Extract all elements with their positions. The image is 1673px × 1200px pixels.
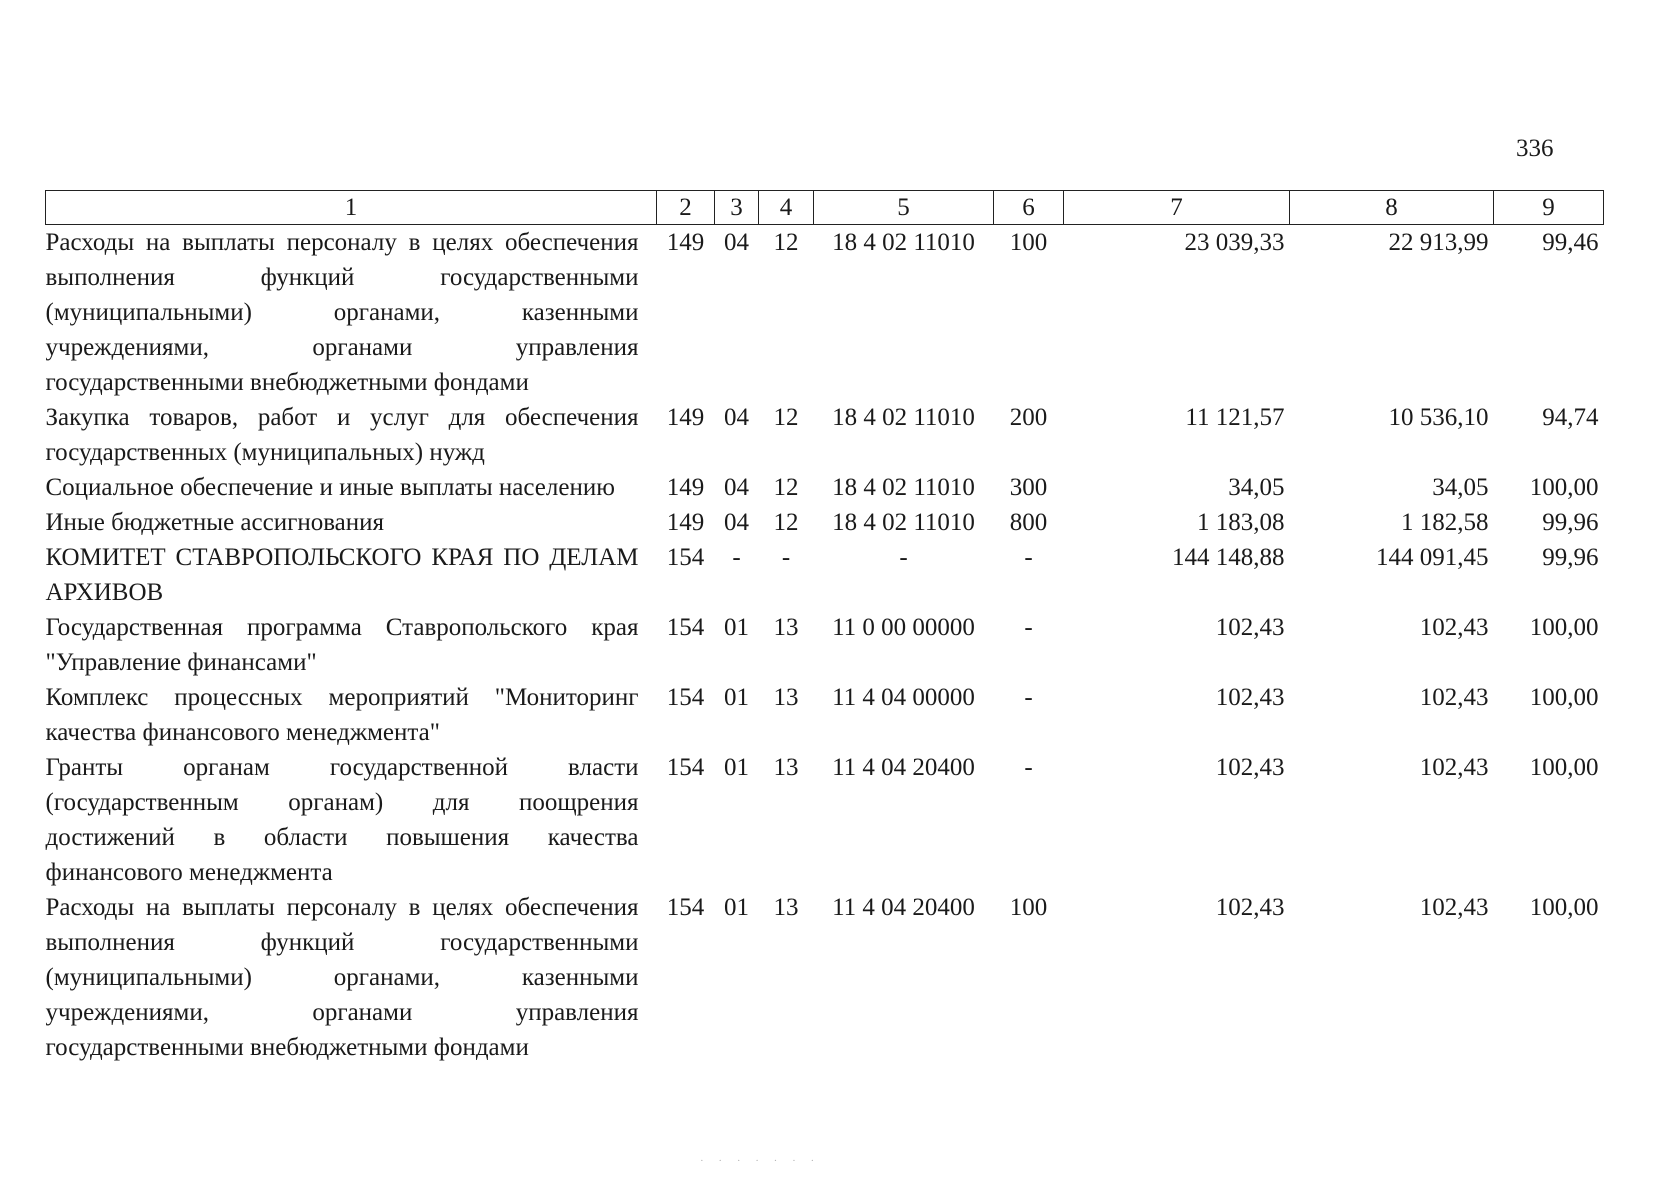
row-actual-amount: 34,05 (1432, 474, 1489, 501)
row-section-code: 01 (724, 614, 749, 641)
header-col-5: 5 (814, 191, 994, 225)
row-planned-amount: 23 039,33 (1184, 229, 1285, 256)
header-col-3: 3 (715, 191, 759, 225)
row-ministry-code: 154 (666, 544, 705, 571)
table-row (46, 610, 1604, 680)
row-ministry-code: 149 (666, 404, 705, 431)
header-col-8: 8 (1290, 191, 1494, 225)
row-planned-amount: 11 121,57 (1185, 404, 1285, 431)
row-subsection-code: 12 (773, 509, 799, 536)
row-planned-amount: 102,43 (1215, 684, 1285, 711)
table-row (46, 680, 1604, 750)
row-percent: 100,00 (1529, 474, 1599, 501)
row-planned-amount: 102,43 (1215, 894, 1285, 921)
row-target-article: 18 4 02 11010 (832, 404, 975, 431)
row-expense-type: - (1024, 544, 1033, 571)
row-expense-type: 800 (1009, 509, 1048, 536)
row-name: Государственная программа Ставропольского края "Управление финансами" (45, 614, 639, 676)
row-section-code: 04 (724, 474, 749, 501)
row-percent: 100,00 (1529, 684, 1599, 711)
row-subsection-code: 12 (773, 229, 799, 256)
row-percent: 99,46 (1542, 229, 1599, 256)
row-percent: 99,96 (1542, 544, 1599, 571)
row-expense-type: - (1024, 614, 1033, 641)
row-section-code: 01 (724, 684, 749, 711)
budget-table (45, 190, 1604, 1065)
table-row (46, 540, 1604, 610)
table-row (46, 225, 1604, 401)
table-row (46, 890, 1604, 1065)
row-actual-amount: 102,43 (1419, 894, 1489, 921)
row-subsection-code: 12 (773, 404, 799, 431)
row-name: Комплекс процессных мероприятий "Мониторинг качества финансового менеджмента" (45, 684, 639, 746)
row-planned-amount: 102,43 (1215, 614, 1285, 641)
row-target-article: 11 4 04 20400 (832, 754, 975, 781)
row-section-code: 04 (724, 509, 749, 536)
row-planned-amount: 34,05 (1228, 474, 1285, 501)
header-col-1: 1 (46, 191, 657, 225)
row-actual-amount: 10 536,10 (1388, 404, 1489, 431)
row-section-code: 01 (724, 754, 749, 781)
row-ministry-code: 149 (666, 229, 705, 256)
row-expense-type: 300 (1009, 474, 1048, 501)
table-row (46, 400, 1604, 470)
row-expense-type: 100 (1009, 229, 1048, 256)
page-number: 336 (1516, 135, 1554, 162)
row-percent: 100,00 (1529, 754, 1599, 781)
row-planned-amount: 144 148,88 (1172, 544, 1285, 571)
header-col-4: 4 (759, 191, 814, 225)
row-ministry-code: 154 (666, 754, 705, 781)
row-target-article: - (899, 544, 908, 571)
row-percent: 99,96 (1542, 509, 1599, 536)
row-ministry-code: 154 (666, 684, 705, 711)
row-expense-type: 200 (1009, 404, 1048, 431)
row-ministry-code: 149 (666, 474, 705, 501)
row-expense-type: - (1024, 684, 1033, 711)
row-target-article: 18 4 02 11010 (832, 229, 975, 256)
table-header (46, 191, 1604, 225)
row-actual-amount: 102,43 (1419, 684, 1489, 711)
row-ministry-code: 149 (666, 509, 705, 536)
row-planned-amount: 1 183,08 (1197, 509, 1285, 536)
row-actual-amount: 102,43 (1419, 754, 1489, 781)
row-name: Гранты органам государственной власти (государственным органам) для поощрения достижений в области повышения качества финансового менеджмента (45, 754, 639, 886)
row-name: Социальное обеспечение и иные выплаты населению (45, 474, 615, 501)
row-name: Расходы на выплаты персоналу в целях обеспечения выполнения функций государственными (муниципальными) органами, казенными учреждениями, органами управления государственными внебюджетными фондами (45, 894, 639, 1061)
row-planned-amount: 102,43 (1215, 754, 1285, 781)
header-col-2: 2 (657, 191, 715, 225)
header-row (46, 191, 1604, 225)
row-target-article: 11 4 04 20400 (832, 894, 975, 921)
row-section-code: 04 (724, 404, 749, 431)
row-ministry-code: 154 (666, 894, 705, 921)
row-subsection-code: 12 (773, 474, 799, 501)
row-actual-amount: 102,43 (1419, 614, 1489, 641)
row-actual-amount: 1 182,58 (1401, 509, 1489, 536)
row-target-article: 11 4 04 00000 (832, 684, 975, 711)
row-subsection-code: 13 (773, 754, 799, 781)
row-actual-amount: 144 091,45 (1376, 544, 1489, 571)
row-subsection-code: 13 (773, 684, 799, 711)
row-actual-amount: 22 913,99 (1388, 229, 1489, 256)
row-percent: 100,00 (1529, 894, 1599, 921)
row-percent: 100,00 (1529, 614, 1599, 641)
row-target-article: 18 4 02 11010 (832, 474, 975, 501)
row-percent: 94,74 (1542, 404, 1599, 431)
row-expense-type: 100 (1009, 894, 1048, 921)
row-section-code: 01 (724, 894, 749, 921)
header-col-9: 9 (1494, 191, 1604, 225)
row-subsection-code: - (781, 544, 791, 571)
row-section-code: 04 (724, 229, 749, 256)
row-section-code: - (732, 544, 741, 571)
header-col-6: 6 (994, 191, 1064, 225)
row-target-article: 18 4 02 11010 (832, 509, 975, 536)
row-name: Закупка товаров, работ и услуг для обеспечения государственных (муниципальных) нужд (45, 404, 639, 466)
table-row (46, 470, 1604, 505)
row-expense-type: - (1024, 754, 1033, 781)
header-col-7: 7 (1064, 191, 1290, 225)
table-body (46, 225, 1604, 1066)
row-subsection-code: 13 (773, 614, 799, 641)
row-target-article: 11 0 00 00000 (832, 614, 975, 641)
scan-noise: · · · · · · · (700, 1155, 821, 1167)
row-name: Расходы на выплаты персоналу в целях обеспечения выполнения функций государственными (муниципальными) органами, казенными учреждениями, органами управления государственными внебюджетными фондами (45, 229, 639, 396)
row-ministry-code: 154 (666, 614, 705, 641)
row-name: Иные бюджетные ассигнования (45, 509, 385, 536)
row-name: КОМИТЕТ СТАВРОПОЛЬСКОГО КРАЯ ПО ДЕЛАМ АРХИВОВ (45, 544, 639, 606)
table-row (46, 505, 1604, 540)
row-subsection-code: 13 (773, 894, 799, 921)
table-row (46, 750, 1604, 890)
